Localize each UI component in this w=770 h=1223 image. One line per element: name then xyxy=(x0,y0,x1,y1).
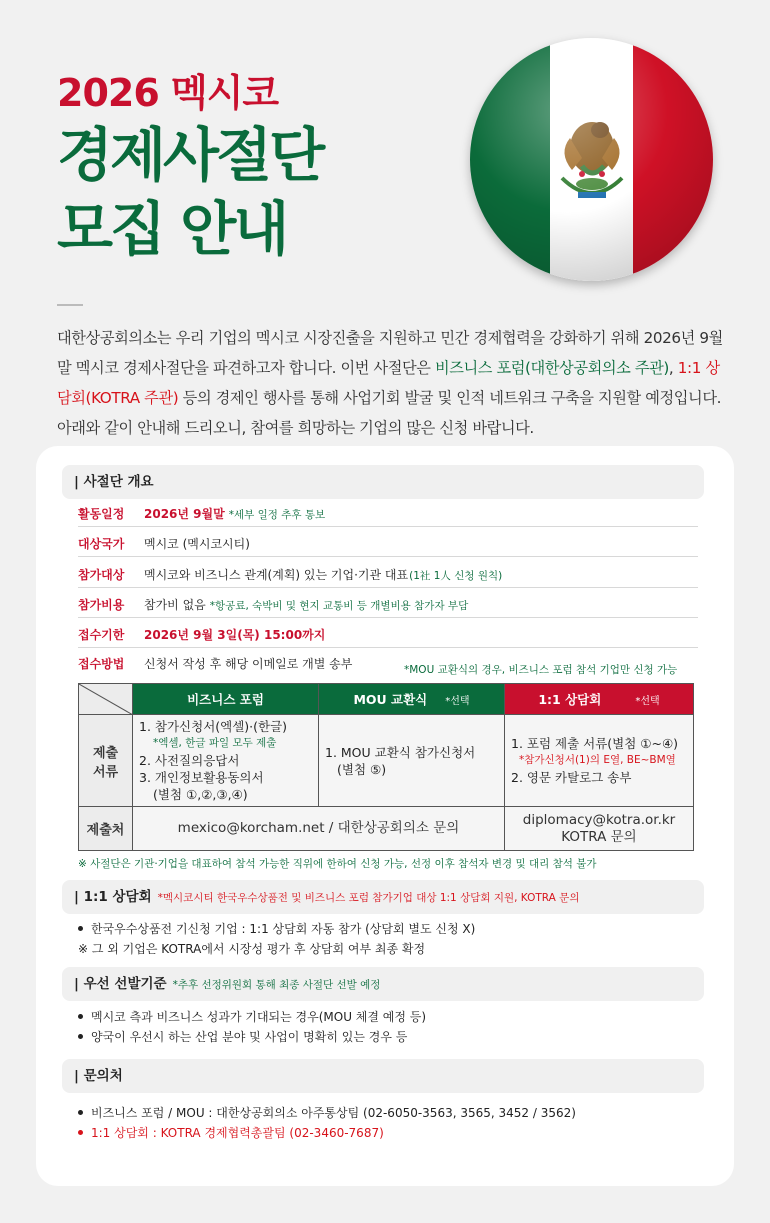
info-label: 대상국가 xyxy=(78,537,125,551)
submission-table xyxy=(78,683,694,851)
mou-docs-cell: 1. MOU 교환식 참가신청서 (별첨 ⑤) xyxy=(319,715,505,807)
info-value: 멕시코 (멕시코시티) xyxy=(144,537,250,551)
consult-heading: | 1:1 상담회 *멕시코시티 한국우수상품전 및 비즈니스 포럼 참가기업 대상 1:1 상담회 지원, KOTRA 문의 xyxy=(62,880,704,914)
info-label: 참가대상 xyxy=(78,568,125,582)
priority-heading: | 우선 선발기준 *추후 선정위원회 통해 최종 사절단 선발 예정 xyxy=(62,967,704,1001)
info-value: 2026년 9월 3일(목) 15:00까지 xyxy=(144,628,326,642)
consult-item: 한국우수상품전 기신청 기업 : 1:1 상담회 자동 참가 (상담회 별도 신청 X) xyxy=(78,920,475,937)
hero-title xyxy=(57,118,322,266)
hero-title-line2: 모집 안내 xyxy=(57,195,287,263)
table-corner xyxy=(79,684,133,715)
info-row-schedule xyxy=(78,501,698,527)
dest-kotra-email[interactable]: diplomacy@kotra.or.kr KOTRA 문의 xyxy=(505,807,694,851)
mou-note: *MOU 교환식의 경우, 비즈니스 포럼 참석 기업만 신청 가능 xyxy=(404,664,678,676)
dest-korcham-email[interactable]: mexico@korcham.net / 대한상공회의소 문의 xyxy=(133,807,505,851)
priority-item: 양국이 우선시 하는 산업 분야 및 사업이 명확히 있는 경우 등 xyxy=(78,1028,407,1045)
mexico-flag-image xyxy=(470,38,713,281)
dest-label: 제출처 xyxy=(79,807,133,851)
header-consult: 1:1 상담회 *선택 xyxy=(505,684,694,715)
info-label: 참가비용 xyxy=(78,598,125,612)
eligibility-footnote: ※ 사절단은 기관·기업을 대표하여 참석 가능한 직위에 한하여 신청 가능, 선정 이후 참석자 변경 및 대리 참석 불가 xyxy=(78,858,597,870)
forum-docs-cell: 1. 참가신청서(엑셀)·(한글) *엑셀, 한글 파일 모두 제출 2. 사전질의응답서 3. 개인정보활용동의서 (별첨 ①,②,③,④) xyxy=(133,715,319,807)
info-row-cost xyxy=(78,592,698,618)
overview-heading: | 사절단 개요 xyxy=(62,465,704,499)
info-value: 참가비 없음 *항공료, 숙박비 및 현지 교통비 등 개별비용 참가자 부담 xyxy=(144,598,469,612)
section-divider xyxy=(57,304,83,306)
intro-forum-highlight: 비즈니스 포럼(대한상공회의소 주관) xyxy=(434,359,669,377)
info-value: 2026년 9월말 *세부 일정 추후 통보 xyxy=(144,507,326,521)
info-row-country xyxy=(78,531,698,557)
consult-item-note: ※ 그 외 기업은 KOTRA에서 시장성 평가 후 상담회 여부 최종 확정 xyxy=(78,942,426,956)
contact-heading: | 문의처 xyxy=(62,1059,704,1093)
info-row-deadline xyxy=(78,622,698,648)
info-value: 멕시코와 비즈니스 관계(계획) 있는 기업·기관 대표(1社 1人 신청 원칙) xyxy=(144,568,503,582)
header-mou: MOU 교환식 *선택 xyxy=(319,684,505,715)
info-label: 활동일정 xyxy=(78,507,125,521)
docs-label: 제출 서류 xyxy=(79,715,133,807)
header-forum: 비즈니스 포럼 xyxy=(133,684,319,715)
contact-item: 비즈니스 포럼 / MOU : 대한상공회의소 아주통상팀 (02-6050-3563, 3565, 3452 / 3562) xyxy=(78,1104,576,1121)
info-value: 신청서 작성 후 해당 이메일로 개별 송부 xyxy=(144,657,353,671)
hero-title-line1: 경제사절단 xyxy=(57,121,323,189)
info-row-target xyxy=(78,562,698,588)
intro-consult-highlight: 1:1 상담회(KOTRA 주관) xyxy=(57,359,720,407)
contact-item-kotra: 1:1 상담회 : KOTRA 경제협력총괄팀 (02-3460-7687) xyxy=(78,1124,384,1141)
hero-year-title: 2026 멕시코 xyxy=(57,71,279,115)
consult-docs-cell: 1. 포럼 제출 서류(별첨 ①~④) *참가신청서(1)의 E열, BE~BM열 2. 영문 카탈로그 송부 xyxy=(505,715,694,807)
info-label: 접수방법 xyxy=(78,657,125,671)
priority-item: 멕시코 측과 비즈니스 성과가 기대되는 경우(MOU 체결 예정 등) xyxy=(78,1008,426,1025)
info-label: 접수기한 xyxy=(78,628,125,642)
intro-paragraph: 대한상공회의소는 우리 기업의 멕시코 시장진출을 지원하고 민간 경제협력을 강화하기 위해 2026년 9월말 멕시코 경제사절단을 파견하고자 합니다. 이번 사절단은 비즈니스 포럼(대한상공회의소 주관), 1:1 상담회(KOTRA 주관) 등의 경제인 행사를 통해 사업기회 발굴 및 인적 네트워크 구축을 지원할 예정입니다. 아래와 같이 안내해 드리오니, 참여를 희망하는 기업의 많은 신청 바랍니다. xyxy=(57,329,723,437)
